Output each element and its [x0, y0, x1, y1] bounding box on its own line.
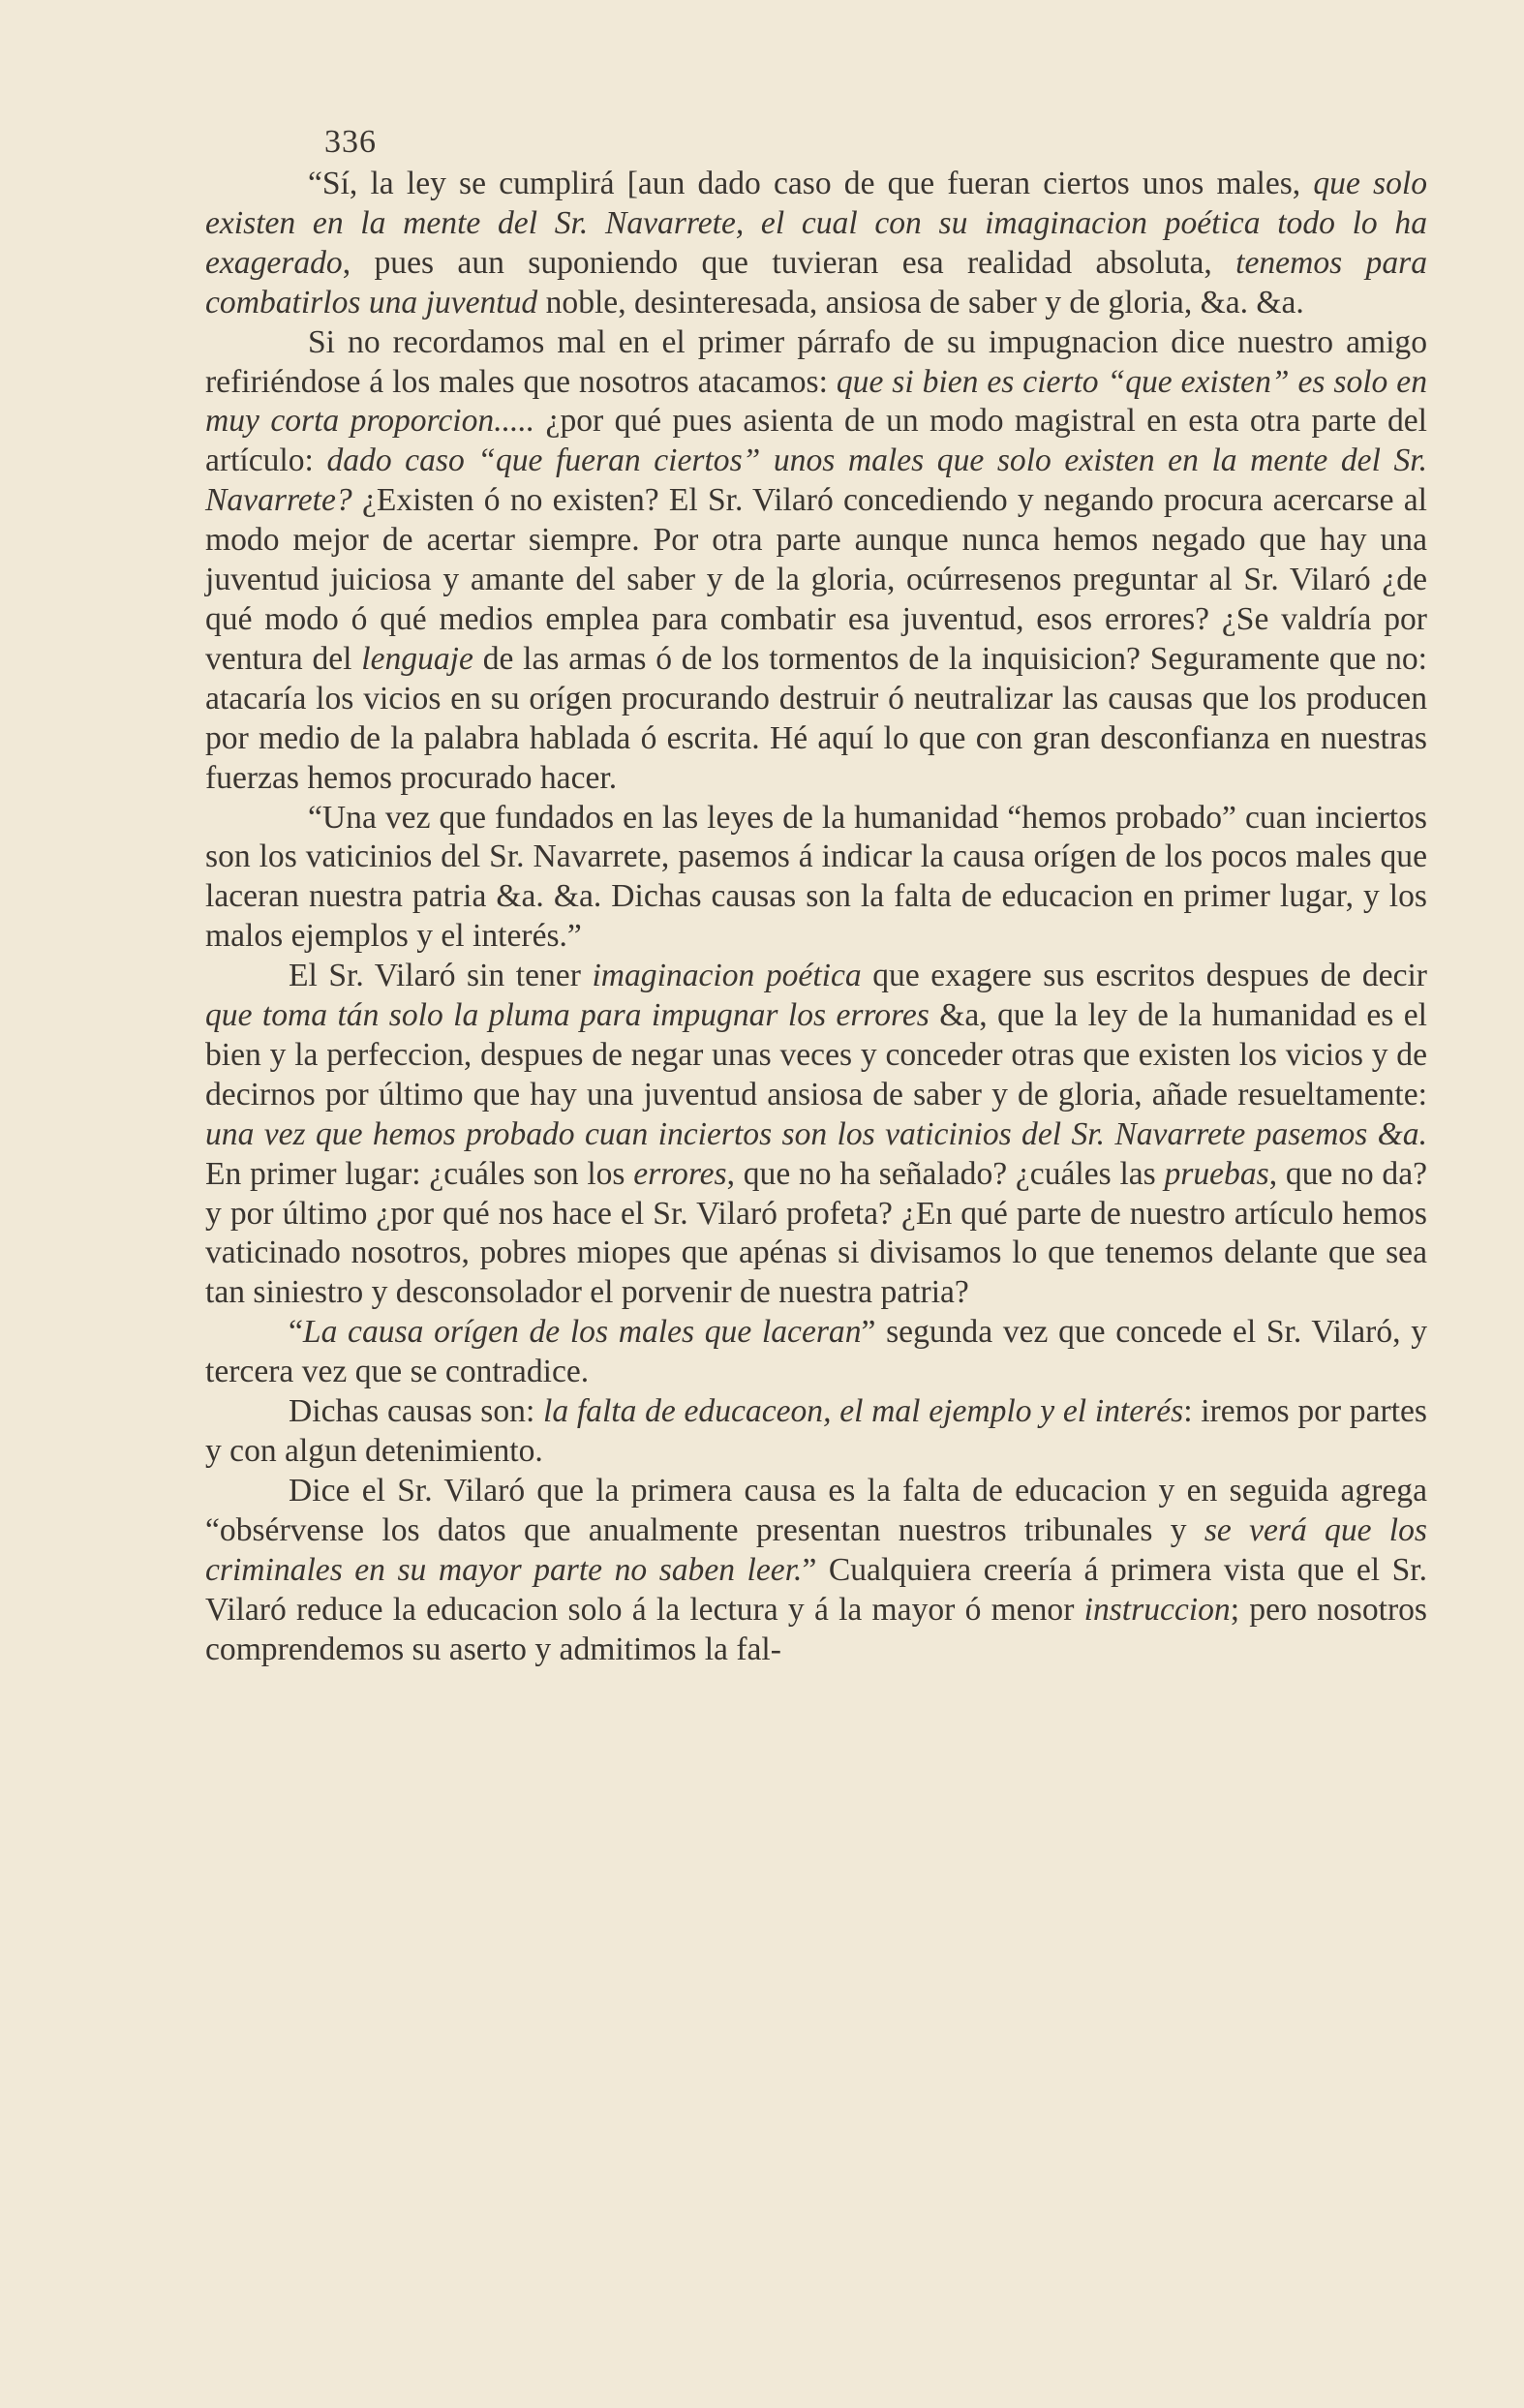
italic-text: tenemos para combatirlos una juventud [205, 244, 1427, 320]
text-run: El Sr. Vilaró sin tener [289, 958, 593, 994]
italic-text: una vez que hemos probado cuan inciertos son los vaticinios del Sr. Navarrete pasemos &a. [205, 1115, 1427, 1152]
italic-text: que solo existen en la mente del Sr. Navarrete, el cual con su imaginacion poética todo lo ha exagerado [205, 166, 1427, 281]
italic-text: dado caso “que fueran ciertos” unos males que solo existen en la mente del Sr. Navarrete? [205, 442, 1427, 519]
text-run: : iremos por partes y con algun detenimiento. [205, 1393, 1427, 1469]
text-run: ¿por qué pues asienta de un modo magistral en esta otra parte del artículo: [205, 403, 1427, 479]
italic-text: instruccion [1083, 1591, 1231, 1628]
italic-text: la falta de educaceon, el mal ejemplo y el interés [543, 1393, 1184, 1430]
text-run: , pues aun suponiendo que tuvieran esa realidad absoluta, [342, 244, 1236, 281]
italic-text: pruebas [1164, 1155, 1269, 1192]
text-run: , que no ha señalado? ¿cuáles las [726, 1155, 1165, 1192]
text-run: Si no recordamos mal en el primer párrafo de su impugnacion dice nuestro amigo refiriéndose á los males que nosotros atacamos: [205, 323, 1427, 400]
italic-text: que toma tán solo la pluma para impugnar los errores [205, 997, 930, 1034]
paragraph [205, 165, 1427, 323]
page-number: 336 [324, 124, 377, 160]
italic-text: se verá que los criminales en su mayor parte no saben leer. [205, 1511, 1427, 1588]
text-run: que exagere sus escritos despues de decir [861, 958, 1427, 994]
paragraph [205, 323, 1427, 799]
text-run: Dichas causas son: [289, 1393, 543, 1430]
text-run: “Sí, la ley se cumplirá [aun dado caso de que fueran ciertos unos males, [308, 166, 1314, 201]
paragraph [205, 1313, 1427, 1392]
text-run: ; pero nosotros comprendemos su aserto y admitimos la fal- [205, 1591, 1427, 1667]
text-run: “ [289, 1314, 303, 1351]
text-run: noble, desinteresada, ansiosa de saber y de gloria, &a. &a. [537, 284, 1304, 320]
body-text [205, 165, 1427, 1669]
text-run: &a, que la ley de la humanidad es el bien y la perfeccion, despues de negar unas veces y conceder otras que existen los vicios y de decirnos por último que hay una juventud ansiosa de saber y de gloria, añade resueltamente: [205, 997, 1427, 1113]
paragraph [205, 957, 1427, 1313]
text-run: de las armas ó de los tormentos de la inquisicion? Seguramente que no: atacaría los vicios en su orígen procurando destruir ó neutralizar las causas que los producen por medio de la palabra hablada ó escrita. Hé aquí lo que con gran desconfianza en nuestras fuerzas hemos procurado hacer. [205, 640, 1427, 796]
text-run: ” segunda vez que concede el Sr. Vilaró, y tercera vez que se contradice. [205, 1314, 1428, 1390]
italic-text: lenguaje [361, 640, 473, 677]
text-run: , que no da? y por último ¿por qué nos hace el Sr. Vilaró profeta? ¿En qué parte de nuestro artículo hemos vaticinado nosotros, pobres miopes que apénas si divisamos lo que tenemos delante que sea tan siniestro y desconsolador el porvenir de nuestra patria? [205, 1155, 1428, 1311]
text-run: ” Cualquiera creería á primera vista que el Sr. Vilaró reduce la educacion solo á la lectura y á la mayor ó menor [205, 1551, 1427, 1628]
italic-text: La causa orígen de los males que laceran [302, 1314, 862, 1351]
italic-text: que si bien es cierto “que existen” es solo en muy corta proporcion..... [205, 363, 1427, 440]
italic-text: errores [633, 1155, 727, 1192]
text-run: En primer lugar: ¿cuáles son los [205, 1155, 634, 1192]
paragraph [205, 799, 1427, 958]
text-run: ¿Existen ó no existen? El Sr. Vilaró concediendo y negando procura acercarse al modo mejor de acertar siempre. Por otra parte aunque nunca hemos negado que hay una juventud juiciosa y amante del saber y de la gloria, ocúrresenos preguntar al Sr. Vilaró ¿de qué modo ó qué medios emplea para combatir esa juventud, esos errores? ¿Se valdría por ventura del [205, 482, 1427, 677]
paragraph [205, 1392, 1427, 1472]
paragraph [205, 1472, 1427, 1670]
text-run: Dice el Sr. Vilaró que la primera causa es la falta de educacion y en seguida agrega “obsérvense los datos que anualmente presentan nuestros tribunales y [205, 1472, 1427, 1548]
text-run: “Una vez que fundados en las leyes de la humanidad “hemos probado” cuan inciertos son los vaticinios del Sr. Navarrete, pasemos á indicar la causa orígen de los pocos males que laceran nuestra patria &a. &a. Dichas causas son la falta de educacion en primer lugar, y los malos ejemplos y el interés.” [205, 799, 1427, 955]
italic-text: imaginacion poética [592, 958, 862, 994]
